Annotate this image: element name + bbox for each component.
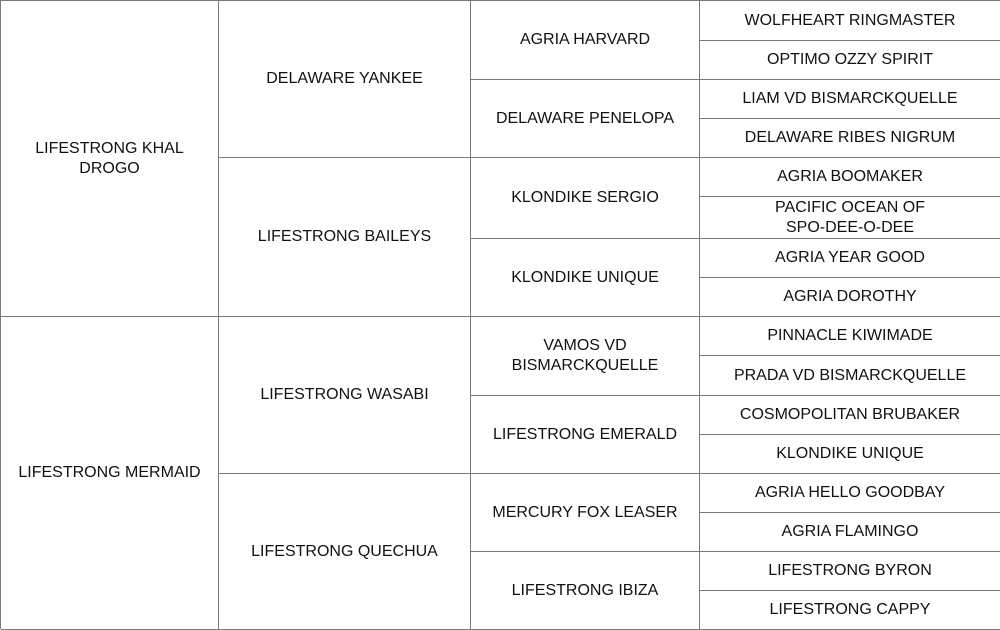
gen4-cell: AGRIA HELLO GOODBAY <box>700 474 1000 513</box>
gen4-cell: LIFESTRONG CAPPY <box>700 591 1000 630</box>
gen3-cell: AGRIA HARVARD <box>471 1 700 80</box>
gen3-cell: MERCURY FOX LEASER <box>471 474 700 552</box>
gen4-cell: OPTIMO OZZY SPIRIT <box>700 41 1000 80</box>
gen4-cell: PRADA VD BISMARCKQUELLE <box>700 356 1000 396</box>
gen4-cell: AGRIA YEAR GOOD <box>700 239 1000 278</box>
gen4-cell: LIFESTRONG BYRON <box>700 552 1000 591</box>
gen3-cell: LIFESTRONG EMERALD <box>471 396 700 474</box>
gen4-cell: AGRIA DOROTHY <box>700 278 1000 317</box>
gen4-cell: PACIFIC OCEAN OF SPO-DEE-O-DEE <box>700 197 1000 239</box>
gen3-cell: DELAWARE PENELOPA <box>471 80 700 158</box>
gen4-cell: WOLFHEART RINGMASTER <box>700 1 1000 41</box>
gen3-cell: LIFESTRONG IBIZA <box>471 552 700 630</box>
gen4-cell: LIAM VD BISMARCKQUELLE <box>700 80 1000 119</box>
gen4-cell: AGRIA FLAMINGO <box>700 513 1000 552</box>
gen4-cell: COSMOPOLITAN BRUBAKER <box>700 396 1000 435</box>
gen4-cell: KLONDIKE UNIQUE <box>700 435 1000 474</box>
gen4-cell: PINNACLE KIWIMADE <box>700 317 1000 356</box>
gen3-cell: VAMOS VD BISMARCKQUELLE <box>471 317 700 396</box>
gen2-cell: LIFESTRONG WASABI <box>219 317 471 474</box>
gen4-cell: DELAWARE RIBES NIGRUM <box>700 119 1000 158</box>
gen1-sire: LIFESTRONG KHAL DROGO <box>1 1 219 317</box>
gen3-cell: KLONDIKE SERGIO <box>471 158 700 239</box>
gen2-cell: DELAWARE YANKEE <box>219 1 471 158</box>
gen1-dam: LIFESTRONG MERMAID <box>1 317 219 630</box>
gen2-cell: LIFESTRONG BAILEYS <box>219 158 471 317</box>
gen4-cell: AGRIA BOOMAKER <box>700 158 1000 197</box>
gen2-cell: LIFESTRONG QUECHUA <box>219 474 471 630</box>
gen3-cell: KLONDIKE UNIQUE <box>471 239 700 317</box>
